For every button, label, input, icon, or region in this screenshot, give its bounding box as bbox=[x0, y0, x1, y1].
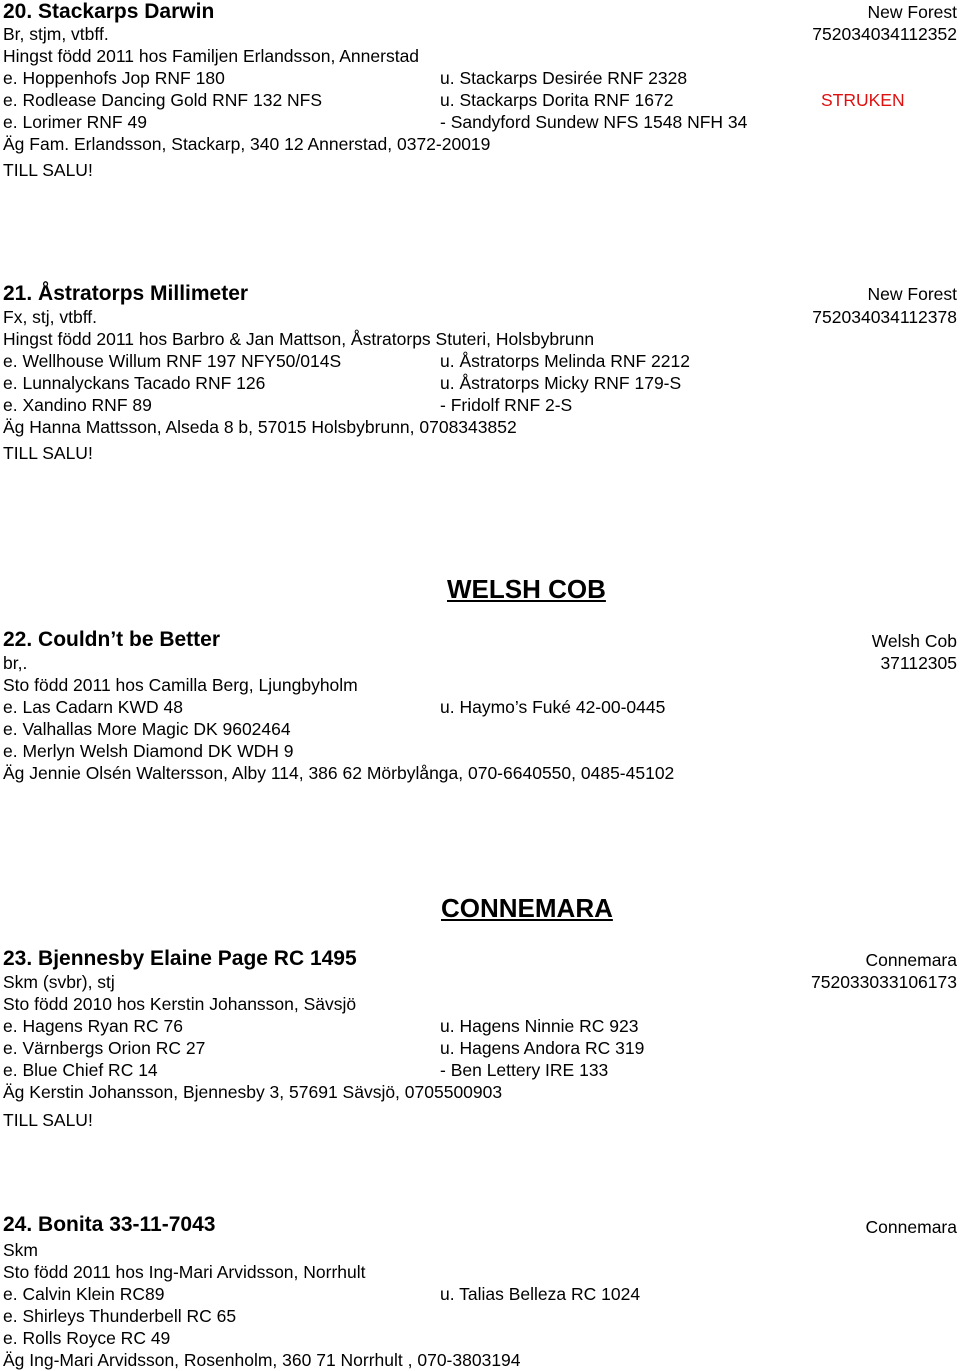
dam-line: - Ben Lettery IRE 133 bbox=[440, 1060, 609, 1080]
sire-line: e. Rolls Royce RC 49 bbox=[3, 1328, 171, 1348]
dam-line: u. Åstratorps Melinda RNF 2212 bbox=[440, 351, 690, 371]
status-badge: STRUKEN bbox=[821, 90, 905, 110]
breed-label: New Forest bbox=[867, 284, 957, 304]
birth-line: Hingst född 2011 hos Barbro & Jan Mattson, Åstratorps Stuteri, Holsbybrunn bbox=[3, 329, 595, 349]
dam-line: u. Haymo’s Fuké 42-00-0445 bbox=[440, 697, 666, 717]
sale-note: TILL SALU! bbox=[3, 1110, 93, 1130]
section-heading-welsh-cob: WELSH COB bbox=[447, 574, 606, 604]
dam-line: u. Åstratorps Micky RNF 179-S bbox=[440, 373, 682, 393]
owner-line: Äg Ing-Mari Arvidsson, Rosenholm, 360 71 Norrhult , 070-3803194 bbox=[3, 1350, 521, 1370]
sire-line: e. Shirleys Thunderbell RC 65 bbox=[3, 1306, 237, 1326]
birth-line: Hingst född 2011 hos Familjen Erlandsson, Annerstad bbox=[3, 46, 420, 66]
owner-line: Äg Hanna Mattsson, Alseda 8 b, 57015 Holsbybrunn, 0708343852 bbox=[3, 417, 517, 437]
sire-line: e. Lorimer RNF 49 bbox=[3, 112, 147, 132]
entry-title: 22. Couldn’t be Better bbox=[3, 628, 221, 651]
sire-line: e. Calvin Klein RC89 bbox=[3, 1284, 165, 1304]
sire-line: e. Wellhouse Willum RNF 197 NFY50/014S bbox=[3, 351, 342, 371]
section-heading-connemara: CONNEMARA bbox=[441, 893, 613, 923]
color-line: br,. bbox=[3, 653, 28, 673]
sire-line: e. Merlyn Welsh Diamond DK WDH 9 bbox=[3, 741, 294, 761]
sire-line: e. Hoppenhofs Jop RNF 180 bbox=[3, 68, 225, 88]
owner-line: Äg Kerstin Johansson, Bjennesby 3, 57691 Sävsjö, 0705500903 bbox=[3, 1082, 503, 1102]
sire-line: e. Värnbergs Orion RC 27 bbox=[3, 1038, 206, 1058]
birth-line: Sto född 2011 hos Ing-Mari Arvidsson, Norrhult bbox=[3, 1262, 366, 1282]
entry-title: 20. Stackarps Darwin bbox=[3, 0, 215, 23]
sire-line: e. Valhallas More Magic DK 9602464 bbox=[3, 719, 291, 739]
sire-line: e. Hagens Ryan RC 76 bbox=[3, 1016, 183, 1036]
dam-line: - Fridolf RNF 2-S bbox=[440, 395, 573, 415]
dam-line: u. Talias Belleza RC 1024 bbox=[440, 1284, 641, 1304]
breed-label: New Forest bbox=[867, 2, 957, 22]
dam-line: u. Hagens Ninnie RC 923 bbox=[440, 1016, 639, 1036]
dam-line: u. Hagens Andora RC 319 bbox=[440, 1038, 645, 1058]
sire-line: e. Las Cadarn KWD 48 bbox=[3, 697, 183, 717]
breed-label: Welsh Cob bbox=[871, 631, 957, 651]
sire-line: e. Blue Chief RC 14 bbox=[3, 1060, 158, 1080]
breed-label: Connemara bbox=[865, 950, 957, 970]
sire-line: e. Xandino RNF 89 bbox=[3, 395, 152, 415]
color-line: Br, stjm, vtbff. bbox=[3, 24, 109, 44]
entry-title: 23. Bjennesby Elaine Page RC 1495 bbox=[3, 947, 357, 970]
dam-line: u. Stackarps Desirée RNF 2328 bbox=[440, 68, 688, 88]
sale-note: TILL SALU! bbox=[3, 160, 93, 180]
owner-line: Äg Fam. Erlandsson, Stackarp, 340 12 Annerstad, 0372-20019 bbox=[3, 134, 491, 154]
entry-title: 21. Åstratorps Millimeter bbox=[3, 282, 249, 305]
sire-line: e. Rodlease Dancing Gold RNF 132 NFS bbox=[3, 90, 323, 110]
breed-label: Connemara bbox=[865, 1217, 957, 1237]
sale-note: TILL SALU! bbox=[3, 443, 93, 463]
birth-line: Sto född 2011 hos Camilla Berg, Ljungbyholm bbox=[3, 675, 358, 695]
dam-line: u. Stackarps Dorita RNF 1672 bbox=[440, 90, 674, 110]
id-number: 752034034112352 bbox=[812, 24, 957, 44]
id-number: 752034034112378 bbox=[812, 307, 957, 327]
color-line: Fx, stj, vtbff. bbox=[3, 307, 98, 327]
sire-line: e. Lunnalyckans Tacado RNF 126 bbox=[3, 373, 266, 393]
entry-title: 24. Bonita 33-11-7043 bbox=[3, 1213, 216, 1236]
color-line: Skm (svbr), stj bbox=[3, 972, 115, 992]
dam-line: - Sandyford Sundew NFS 1548 NFH 34 bbox=[440, 112, 748, 132]
owner-line: Äg Jennie Olsén Waltersson, Alby 114, 386 62 Mörbylånga, 070-6640550, 0485-45102 bbox=[3, 763, 675, 783]
color-line: Skm bbox=[3, 1240, 38, 1260]
id-number: 37112305 bbox=[880, 653, 957, 673]
birth-line: Sto född 2010 hos Kerstin Johansson, Sävsjö bbox=[3, 994, 357, 1014]
id-number: 752033033106173 bbox=[811, 972, 957, 992]
